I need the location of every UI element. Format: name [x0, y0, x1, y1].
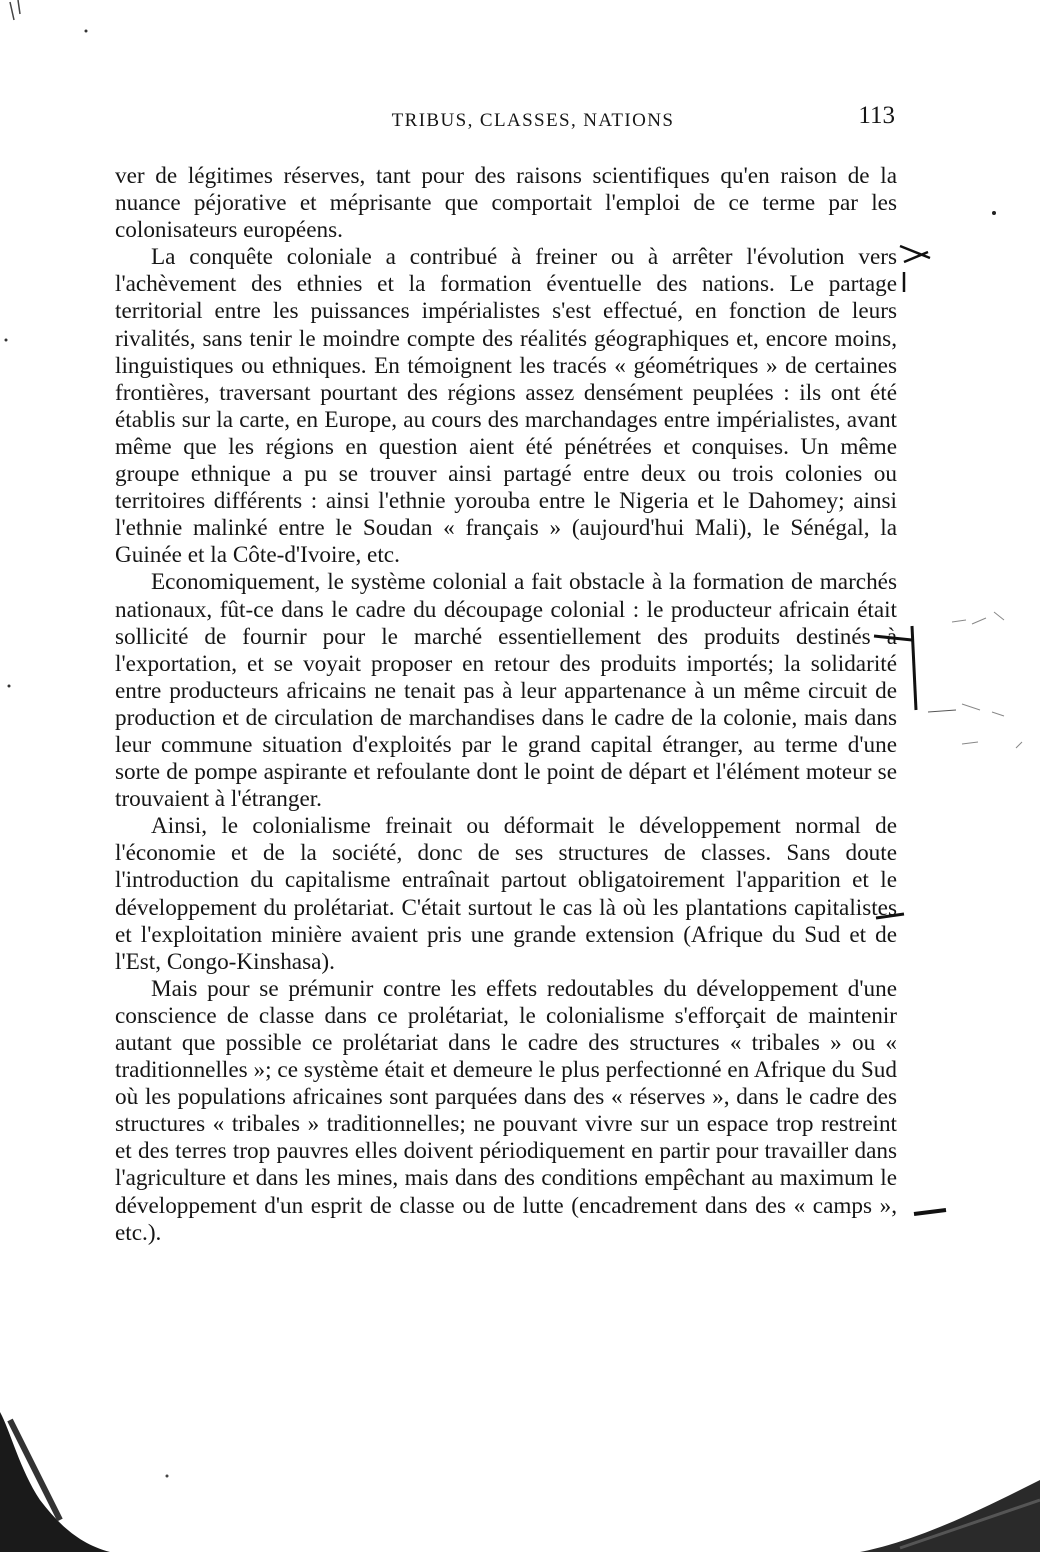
scan-shadow-bottom-left-streak — [10, 1420, 60, 1520]
margin-arrow-mark — [928, 710, 956, 712]
speck-dot — [8, 685, 11, 688]
scan-shadow-bottom-right-streak — [900, 1500, 1040, 1548]
margin-arrow-mark — [914, 1210, 946, 1214]
paragraph-1: ver de légitimes réserves, tant pour des raisons scientifiques qu'en raison de la nuance péjorative et méprisante que comportait l'emploi de ce terme par les colonisateurs européens. — [115, 163, 897, 244]
speck-dot — [166, 1475, 169, 1478]
page-number: 113 — [858, 102, 895, 129]
corner-speck-top-left — [10, 0, 20, 20]
running-title: TRIBUS, CLASSES, NATIONS — [391, 110, 675, 131]
paragraph-4: Ainsi, le colonialisme freinait ou déformait le développement normal de l'économie et de la société, donc de ses structures de classes. Sans doute l'introduction du capitalisme entraînait partout obligatoirement l'apparition et le développement du prolétariat. C'était surtout le cas là où les plantations capitalistes et l'exploitation minière avaient pris une grande extension (Afrique du Sud et de l'Est, Congo-Kinshasa). — [115, 813, 897, 975]
paragraph-5: Mais pour se prémunir contre les effets redoutables du développement d'une conscience de classe dans ce prolétariat, le colonialisme s'efforçait de maintenir autant que possible ce prolétariat dans le cadre des structures « tribales » ou « traditionnelles »; ce système était et demeure le plus perfectionné en Afrique du Sud où les populations africaines sont parquées dans des « réserves », dans le cadre des structures « tribales » traditionnelles; ne pouvant vivre sur un espace trop restreint et des terres trop pauvres elles doivent périodiquement en partir pour travailler dans l'agriculture et dans les mines, mais dans des conditions empêchant au maximum le développement d'un esprit de classe ou de lutte (encadrement dans des « camps », etc.). — [115, 975, 897, 1246]
scan-shadow-bottom-left — [0, 1412, 110, 1552]
speck-dot — [992, 211, 996, 215]
running-head — [115, 100, 897, 140]
faint-margin-scribble — [952, 612, 1022, 748]
scan-shadow-bottom-right — [860, 1480, 1040, 1552]
paragraph-2: La conquête coloniale a contribué à freiner ou à arrêter l'évolution vers l'achèvement des ethnies et la formation éventuelle des nations. Le partage territorial entre les puissances impérialistes s'est effectué, en fonction de leurs rivalités, sans tenir le moindre compte des réalités géographiques et, encore moins, linguistiques ou ethniques. En témoignent les tracés « géométriques » de certaines frontières, traversant pourtant des régions assez densément peuplées : ils ont été établis sur la carte, en Europe, au cours des marchandages entre impérialistes, avant même que les régions en question aient été pénétrées et conquises. Un même groupe ethnique a pu se trouver ainsi partagé entre deux ou trois colonies ou territoires différents : ainsi l'ethnie yorouba entre le Nigeria et le Dahomey; ainsi l'ethnie malinké entre le Soudan « français » (aujourd'hui Mali), le Sénégal, la Guinée et la Côte-d'Ivoire, etc. — [115, 244, 897, 569]
paragraph-3: Economiquement, le système colonial a fait obstacle à la formation de marchés nationaux, fût-ce dans le cadre du découpage colonial : le producteur africain était sollicité de fournir pour le marché essentiellement des produits destinés à l'exportation, et se voyait proposer en retour des produits importés; la solidarité entre producteurs africains ne tenait pas à leur appartenance à un même circuit de production et de circulation de marchandises dans le cadre de la colonie, mais dans leur commune situation d'exploités par le grand capital étranger, au terme d'une sorte de pompe aspirante et refoulante dont le point de départ et l'élément moteur se trouvaient à l'étranger. — [115, 569, 897, 813]
margin-arrow-mark — [900, 246, 930, 262]
speck-dot — [5, 339, 8, 342]
speck-dot — [85, 30, 88, 33]
margin-bracket-mark — [912, 626, 916, 710]
body-text — [115, 163, 897, 1247]
